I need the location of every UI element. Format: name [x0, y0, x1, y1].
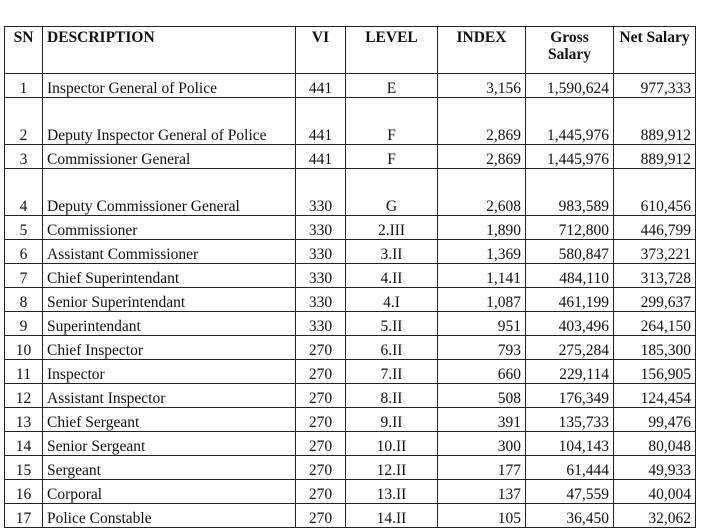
cell-index: 1,369	[438, 240, 526, 264]
cell-index: 3,156	[438, 74, 526, 98]
cell-index: 793	[438, 336, 526, 360]
cell-description: Inspector	[43, 360, 296, 384]
cell-description: Commissioner	[43, 216, 296, 240]
salary-table	[4, 26, 696, 528]
cell-index: 2,608	[438, 169, 526, 216]
cell-level: F	[346, 98, 438, 145]
cell-gross-salary: 983,589	[526, 169, 614, 216]
cell-net-salary: 977,333	[614, 74, 696, 98]
cell-description: Chief Inspector	[43, 336, 296, 360]
cell-sn: 16	[5, 480, 43, 504]
cell-level: 3.II	[346, 240, 438, 264]
header-vi: VI	[296, 27, 346, 74]
cell-sn: 6	[5, 240, 43, 264]
header-level: LEVEL	[346, 27, 438, 74]
cell-level: 9.II	[346, 408, 438, 432]
table-row	[5, 288, 696, 312]
cell-gross-salary: 135,733	[526, 408, 614, 432]
table-row	[5, 504, 696, 528]
cell-index: 391	[438, 408, 526, 432]
cell-sn: 10	[5, 336, 43, 360]
cell-sn: 11	[5, 360, 43, 384]
cell-description: Assistant Commissioner	[43, 240, 296, 264]
cell-description: Chief Sergeant	[43, 408, 296, 432]
cell-vi: 330	[296, 216, 346, 240]
cell-sn: 13	[5, 408, 43, 432]
cell-index: 2,869	[438, 98, 526, 145]
cell-gross-salary: 403,496	[526, 312, 614, 336]
table-row	[5, 240, 696, 264]
table-row	[5, 480, 696, 504]
table-row	[5, 145, 696, 169]
header-sn: SN	[5, 27, 43, 74]
cell-gross-salary: 1,445,976	[526, 145, 614, 169]
cell-net-salary: 156,905	[614, 360, 696, 384]
cell-vi: 270	[296, 408, 346, 432]
cell-sn: 14	[5, 432, 43, 456]
cell-net-salary: 889,912	[614, 145, 696, 169]
cell-vi: 270	[296, 456, 346, 480]
cell-description: Commissioner General	[43, 145, 296, 169]
cell-description: Chief Superintendant	[43, 264, 296, 288]
cell-gross-salary: 61,444	[526, 456, 614, 480]
cell-gross-salary: 36,450	[526, 504, 614, 528]
cell-level: 6.II	[346, 336, 438, 360]
cell-level: 8.II	[346, 384, 438, 408]
table-row	[5, 216, 696, 240]
cell-net-salary: 889,912	[614, 98, 696, 145]
cell-index: 300	[438, 432, 526, 456]
cell-description: Inspector General of Police	[43, 74, 296, 98]
cell-gross-salary: 1,445,976	[526, 98, 614, 145]
cell-net-salary: 373,221	[614, 240, 696, 264]
cell-sn: 2	[5, 98, 43, 145]
cell-vi: 270	[296, 384, 346, 408]
cell-description: Senior Sergeant	[43, 432, 296, 456]
header-row	[5, 27, 696, 74]
cell-level: 2.III	[346, 216, 438, 240]
table-row	[5, 74, 696, 98]
cell-gross-salary: 176,349	[526, 384, 614, 408]
cell-description: Deputy Commissioner General	[43, 169, 296, 216]
cell-sn: 5	[5, 216, 43, 240]
cell-sn: 17	[5, 504, 43, 528]
cell-sn: 1	[5, 74, 43, 98]
cell-sn: 3	[5, 145, 43, 169]
cell-level: 10.II	[346, 432, 438, 456]
cell-index: 951	[438, 312, 526, 336]
cell-description: Senior Superintendant	[43, 288, 296, 312]
header-description: DESCRIPTION	[43, 27, 296, 74]
cell-net-salary: 610,456	[614, 169, 696, 216]
table-row	[5, 336, 696, 360]
cell-level: 12.II	[346, 456, 438, 480]
cell-level: 4.II	[346, 264, 438, 288]
cell-gross-salary: 275,284	[526, 336, 614, 360]
cell-gross-salary: 484,110	[526, 264, 614, 288]
cell-index: 1,890	[438, 216, 526, 240]
cell-vi: 441	[296, 98, 346, 145]
cell-sn: 15	[5, 456, 43, 480]
cell-description: Assistant Inspector	[43, 384, 296, 408]
table-row	[5, 408, 696, 432]
cell-vi: 270	[296, 504, 346, 528]
cell-net-salary: 185,300	[614, 336, 696, 360]
cell-index: 508	[438, 384, 526, 408]
header-gross-salary: Gross Salary	[526, 27, 614, 74]
table-row	[5, 456, 696, 480]
cell-index: 137	[438, 480, 526, 504]
cell-sn: 7	[5, 264, 43, 288]
cell-level: G	[346, 169, 438, 216]
cell-vi: 441	[296, 74, 346, 98]
table-row	[5, 384, 696, 408]
cell-vi: 270	[296, 360, 346, 384]
cell-vi: 441	[296, 145, 346, 169]
cell-description: Superintendant	[43, 312, 296, 336]
cell-gross-salary: 712,800	[526, 216, 614, 240]
cell-net-salary: 446,799	[614, 216, 696, 240]
cell-index: 105	[438, 504, 526, 528]
cell-index: 2,869	[438, 145, 526, 169]
cell-level: F	[346, 145, 438, 169]
cell-sn: 4	[5, 169, 43, 216]
cell-description: Police Constable	[43, 504, 296, 528]
cell-gross-salary: 229,114	[526, 360, 614, 384]
cell-vi: 330	[296, 264, 346, 288]
cell-sn: 8	[5, 288, 43, 312]
table-row	[5, 98, 696, 145]
cell-level: 14.II	[346, 504, 438, 528]
table-row	[5, 264, 696, 288]
table-row	[5, 432, 696, 456]
cell-net-salary: 40,004	[614, 480, 696, 504]
table-row	[5, 360, 696, 384]
cell-sn: 9	[5, 312, 43, 336]
cell-vi: 270	[296, 432, 346, 456]
cell-net-salary: 124,454	[614, 384, 696, 408]
cell-gross-salary: 104,143	[526, 432, 614, 456]
cell-net-salary: 49,933	[614, 456, 696, 480]
cell-level: 4.I	[346, 288, 438, 312]
cell-vi: 330	[296, 169, 346, 216]
cell-net-salary: 80,048	[614, 432, 696, 456]
cell-vi: 330	[296, 312, 346, 336]
table-row	[5, 169, 696, 216]
table-row	[5, 312, 696, 336]
cell-vi: 330	[296, 288, 346, 312]
cell-gross-salary: 1,590,624	[526, 74, 614, 98]
cell-net-salary: 99,476	[614, 408, 696, 432]
cell-level: E	[346, 74, 438, 98]
cell-net-salary: 32,062	[614, 504, 696, 528]
cell-level: 7.II	[346, 360, 438, 384]
cell-index: 1,141	[438, 264, 526, 288]
header-index: INDEX	[438, 27, 526, 74]
cell-description: Corporal	[43, 480, 296, 504]
header-net-salary: Net Salary	[614, 27, 696, 74]
cell-index: 177	[438, 456, 526, 480]
cell-index: 1,087	[438, 288, 526, 312]
cell-net-salary: 313,728	[614, 264, 696, 288]
cell-description: Sergeant	[43, 456, 296, 480]
cell-net-salary: 264,150	[614, 312, 696, 336]
cell-description: Deputy Inspector General of Police	[43, 98, 296, 145]
cell-gross-salary: 580,847	[526, 240, 614, 264]
cell-vi: 270	[296, 336, 346, 360]
cell-sn: 12	[5, 384, 43, 408]
cell-vi: 270	[296, 480, 346, 504]
cell-index: 660	[438, 360, 526, 384]
cell-level: 13.II	[346, 480, 438, 504]
cell-gross-salary: 47,559	[526, 480, 614, 504]
cell-net-salary: 299,637	[614, 288, 696, 312]
cell-vi: 330	[296, 240, 346, 264]
cell-gross-salary: 461,199	[526, 288, 614, 312]
cell-level: 5.II	[346, 312, 438, 336]
